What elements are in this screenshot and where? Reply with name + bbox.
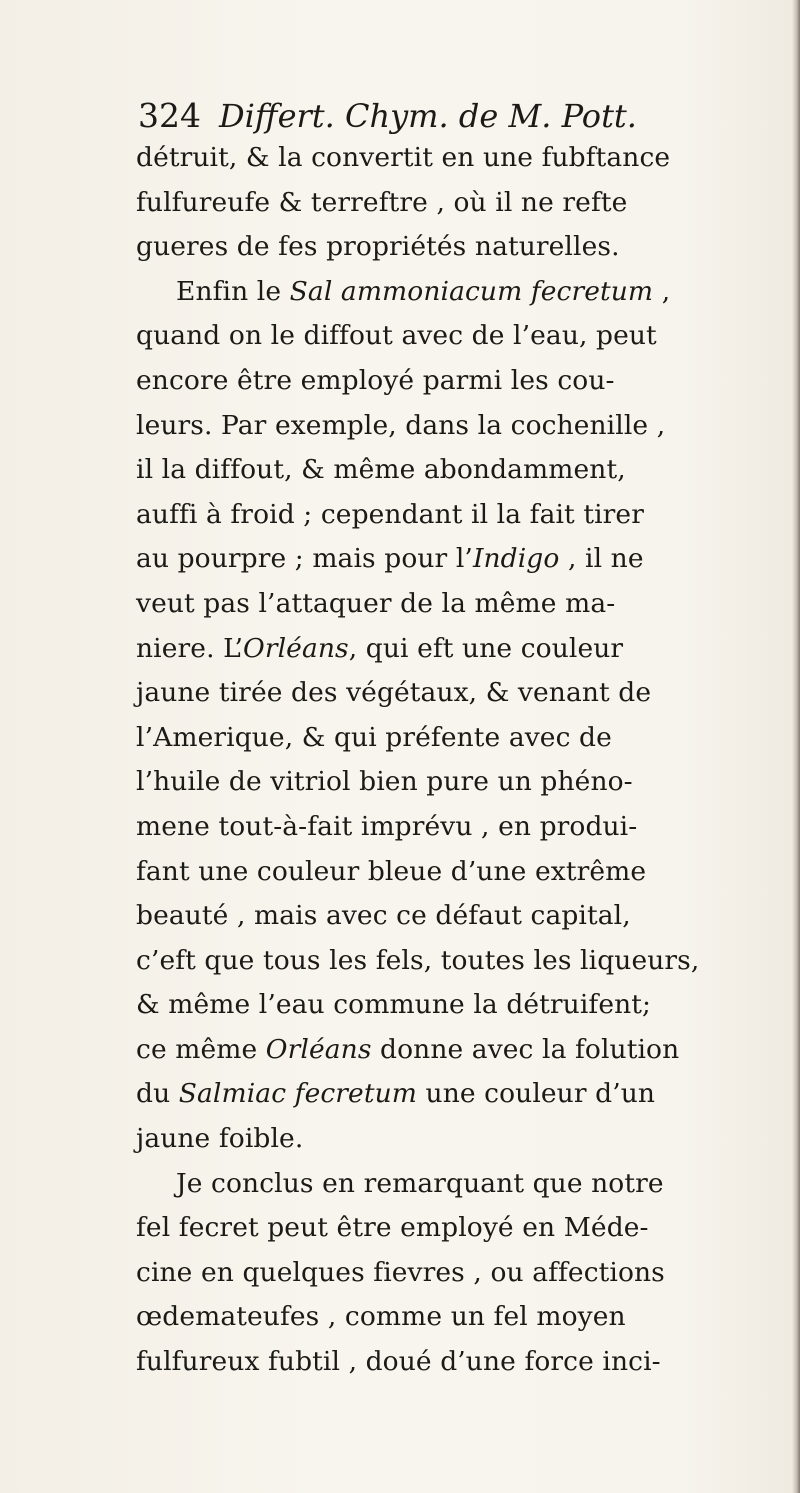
text-segment: donne avec la folution — [371, 1033, 680, 1065]
text-line — [136, 448, 776, 493]
text-line — [136, 1251, 776, 1296]
text-segment: , — [653, 275, 671, 307]
page-binding-edge — [792, 0, 800, 1493]
text-line — [136, 1162, 776, 1207]
running-head — [138, 96, 698, 136]
text-segment: l’Amerique, & qui préfente avec de — [136, 721, 612, 753]
text-segment: Enfin le — [176, 275, 290, 307]
text-segment: beauté , mais avec ce défaut capital, — [136, 900, 631, 932]
text-segment: fant une couleur bleue d’une extrême — [136, 855, 647, 887]
text-line — [136, 225, 776, 270]
text-segment: , il ne — [559, 543, 644, 575]
text-segment: jaune foible. — [136, 1123, 304, 1155]
text-segment: leurs. Par exemple, dans la cochenille , — [136, 409, 666, 441]
text-line — [136, 314, 776, 359]
text-line — [136, 582, 776, 627]
text-line — [136, 894, 776, 939]
text-segment: au pourpre ; mais pour l’ — [136, 543, 473, 575]
text-segment: veut pas l’attaquer de la même ma- — [136, 587, 616, 619]
text-segment: Je conclus en remarquant que notre — [176, 1167, 664, 1199]
text-segment: niere. L’ — [136, 632, 243, 664]
text-line — [136, 716, 776, 761]
italic-text-segment: Orléans — [243, 632, 349, 664]
text-line — [136, 270, 776, 315]
text-segment: c’eft que tous les fels, toutes les liqueurs, — [136, 944, 700, 976]
italic-text-segment: Orléans — [265, 1033, 372, 1065]
text-line — [136, 760, 776, 805]
text-segment: encore être employé parmi les cou- — [136, 364, 615, 396]
text-segment: jaune tirée des végétaux, & venant de — [136, 677, 652, 709]
text-segment: mene tout-à-fait imprévu , en produi- — [136, 810, 638, 842]
text-segment: , qui eft une couleur — [348, 632, 624, 664]
text-body — [136, 136, 776, 1385]
text-line — [136, 1295, 776, 1340]
text-line — [136, 671, 776, 716]
text-segment: cine en quelques fievres , ou affections — [136, 1256, 665, 1288]
italic-text-segment: Salmiac fecretum — [178, 1078, 417, 1110]
text-line — [136, 1340, 776, 1385]
text-segment: une couleur d’un — [417, 1078, 656, 1110]
text-segment: ce même — [136, 1033, 266, 1065]
text-segment: quand on le diffout avec de l’eau, peut — [136, 320, 657, 352]
text-line — [136, 1028, 776, 1073]
text-line — [136, 359, 776, 404]
text-line — [136, 1117, 776, 1162]
text-line — [136, 493, 776, 538]
text-line — [136, 805, 776, 850]
italic-text-segment: Sal ammoniacum fecretum — [289, 275, 654, 307]
text-segment: auffi à froid ; cependant il la fait tirer — [136, 498, 644, 530]
text-segment: fel fecret peut être employé en Méde- — [136, 1212, 649, 1244]
text-line — [136, 181, 776, 226]
text-line — [136, 136, 776, 181]
text-line — [136, 537, 776, 582]
text-segment: fulfureufe & terreftre , où il ne refte — [136, 186, 628, 218]
text-line — [136, 939, 776, 984]
running-head-title: Differt. Chym. de M. Pott. — [219, 97, 637, 135]
text-segment: il la diffout, & même abondamment, — [136, 454, 626, 486]
page-number: 324 — [138, 96, 201, 135]
text-line — [136, 627, 776, 672]
text-segment: & même l’eau commune la détruifent; — [136, 989, 652, 1021]
text-line — [136, 850, 776, 895]
text-segment: fulfureux fubtil , doué d’une force inci- — [136, 1346, 661, 1378]
text-line — [136, 1072, 776, 1117]
text-segment: l’huile de vitriol bien pure un phéno- — [136, 766, 633, 798]
text-line — [136, 404, 776, 449]
text-segment: gueres de fes propriétés naturelles. — [136, 231, 620, 263]
text-segment: œdemateufes , comme un fel moyen — [136, 1301, 626, 1333]
italic-text-segment: Indigo — [472, 543, 560, 575]
text-line — [136, 1206, 776, 1251]
text-segment: détruit, & la convertit en une fubftance — [136, 142, 671, 173]
text-segment: du — [136, 1078, 179, 1110]
text-line — [136, 983, 776, 1028]
